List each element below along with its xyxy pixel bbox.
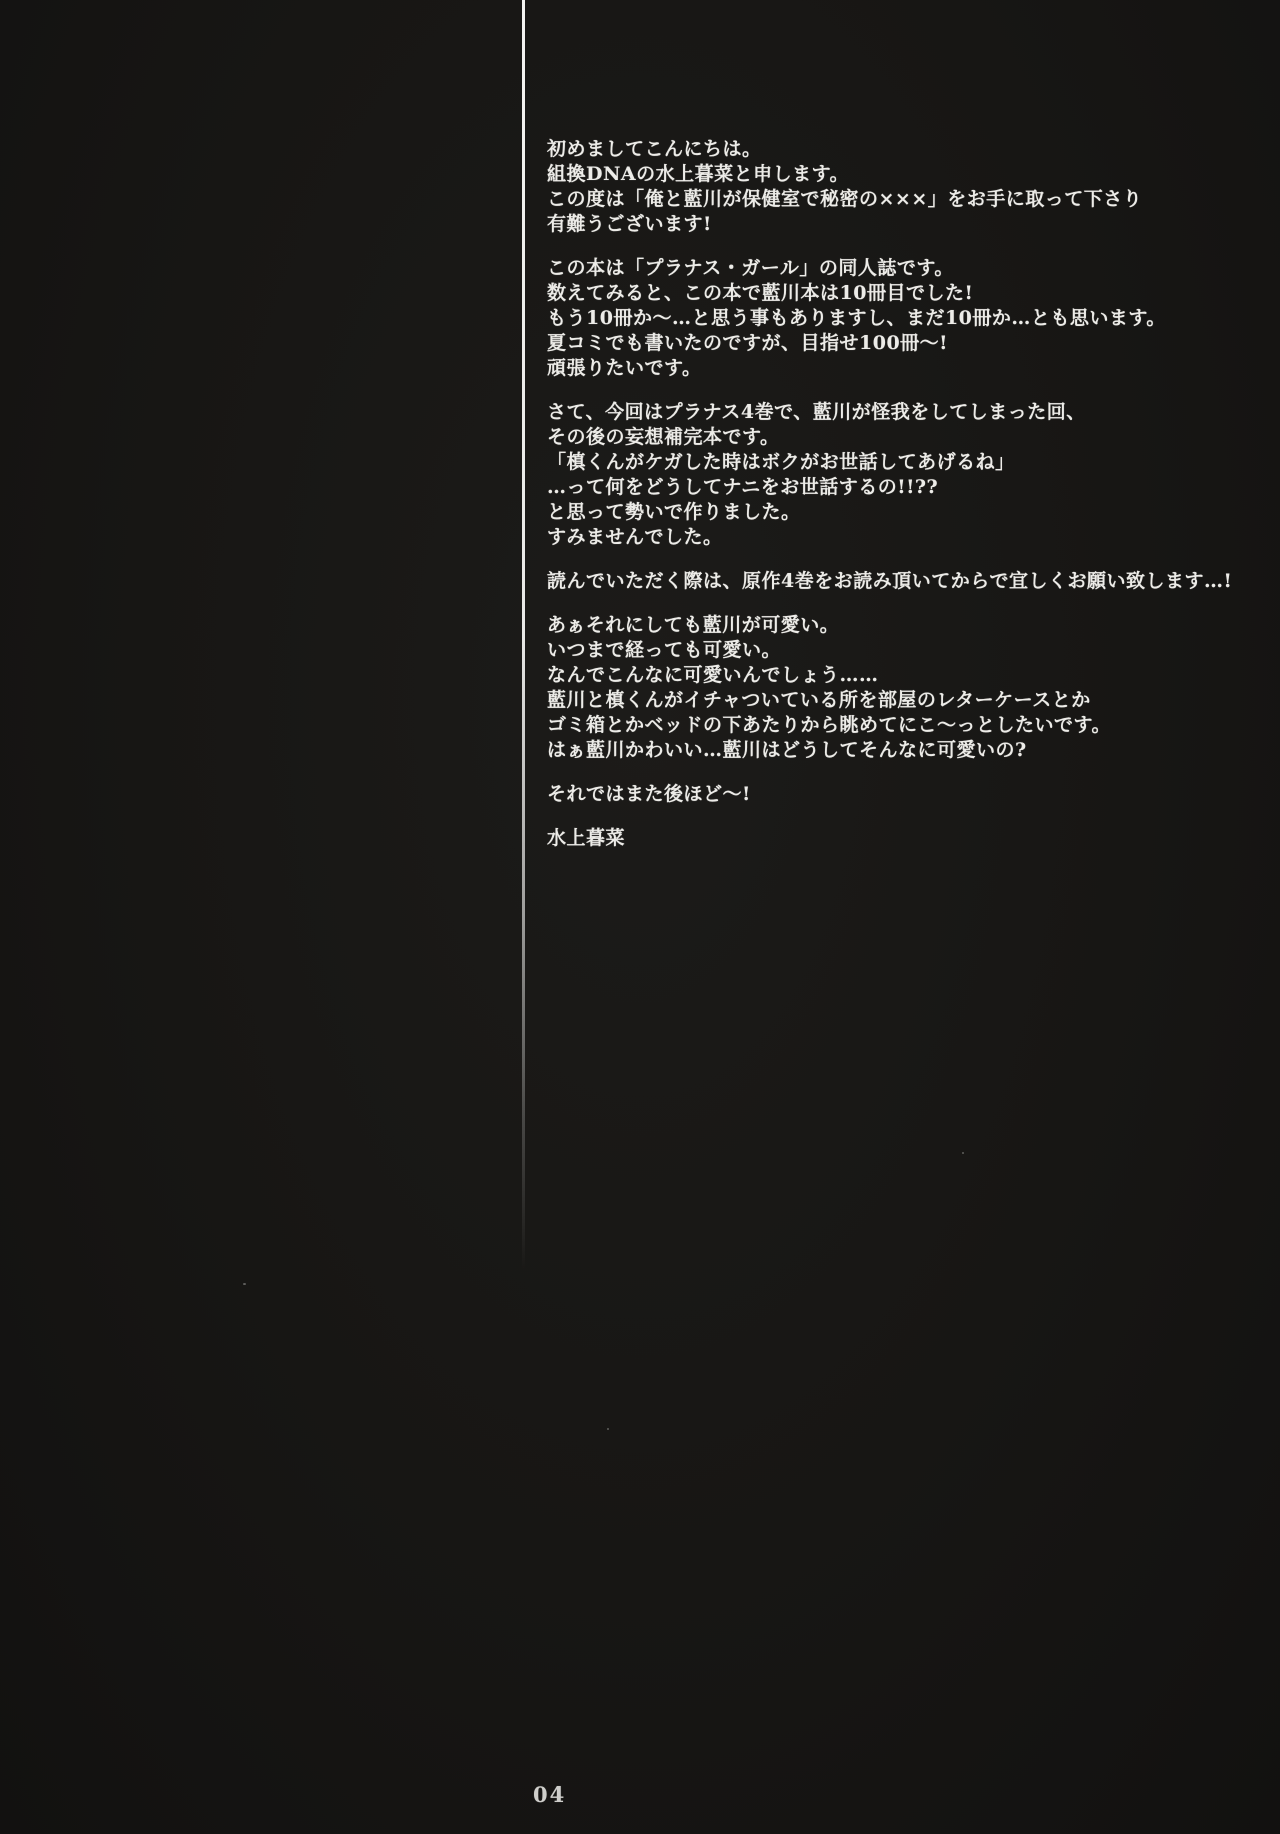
page-number: 04 — [533, 1782, 567, 1807]
afterword-line: 「槙くんがケガした時はボクがお世話してあげるね」 — [547, 451, 1015, 473]
afterword-line: すみませんでした。 — [547, 526, 723, 548]
afterword-line: ゴミ箱とかベッドの下あたりから眺めてにこ～っとしたいです。 — [547, 714, 1111, 736]
author-name: 水上暮菜 — [547, 827, 626, 849]
afterword-line: 数えてみると、この本で藍川本は10冊目でした! — [547, 282, 974, 304]
afterword-line: それではまた後ほど～! — [547, 783, 751, 805]
afterword-paragraph — [547, 137, 1232, 237]
afterword-paragraph — [547, 782, 1232, 807]
afterword-line: あぁそれにしても藍川が可愛い。 — [547, 614, 840, 636]
afterword-line: いつまで経っても可愛い。 — [547, 639, 782, 661]
afterword-line: 夏コミでも書いたのですが、目指せ100冊～! — [547, 332, 949, 354]
afterword-line: と思って勢いで作りました。 — [547, 501, 801, 523]
dust-speck — [243, 1283, 246, 1285]
afterword-paragraph — [547, 256, 1232, 381]
afterword-paragraph — [547, 569, 1232, 594]
afterword-line: なんでこんなに可愛いんでしょう…… — [547, 664, 879, 686]
page-fold-line — [522, 0, 525, 1270]
afterword-line: はぁ藍川かわいい…藍川はどうしてそんなに可愛いの? — [547, 739, 1027, 761]
dust-speck — [962, 1152, 964, 1154]
dust-speck — [607, 1428, 609, 1430]
afterword-text — [547, 137, 1232, 870]
afterword-line: 組換DNAの水上暮菜と申します。 — [547, 163, 850, 185]
afterword-line: もう10冊か～…と思う事もありますし、まだ10冊か…とも思います。 — [547, 307, 1166, 329]
afterword-line: 有難うございます! — [547, 213, 712, 235]
afterword-line: その後の妄想補完本です。 — [547, 426, 780, 448]
afterword-line: 初めましてこんにちは。 — [547, 138, 762, 160]
afterword-paragraph — [547, 400, 1232, 550]
afterword-line: 頑張りたいです。 — [547, 357, 702, 379]
afterword-signature — [547, 826, 1232, 851]
afterword-line: 藍川と槙くんがイチャついている所を部屋のレターケースとか — [547, 689, 1091, 711]
afterword-paragraph — [547, 613, 1232, 763]
afterword-line: 読んでいただく際は、原作4巻をお読み頂いてからで宜しくお願い致します…! — [547, 570, 1233, 592]
afterword-line: …って何をどうしてナニをお世話するの!!?? — [547, 476, 939, 498]
afterword-line: この本は「プラナス・ガール」の同人誌です。 — [547, 257, 954, 279]
afterword-line: この度は「俺と藍川が保健室で秘密の×××」をお手に取って下さり — [547, 188, 1143, 210]
afterword-line: さて、今回はプラナス4巻で、藍川が怪我をしてしまった回、 — [547, 401, 1086, 423]
